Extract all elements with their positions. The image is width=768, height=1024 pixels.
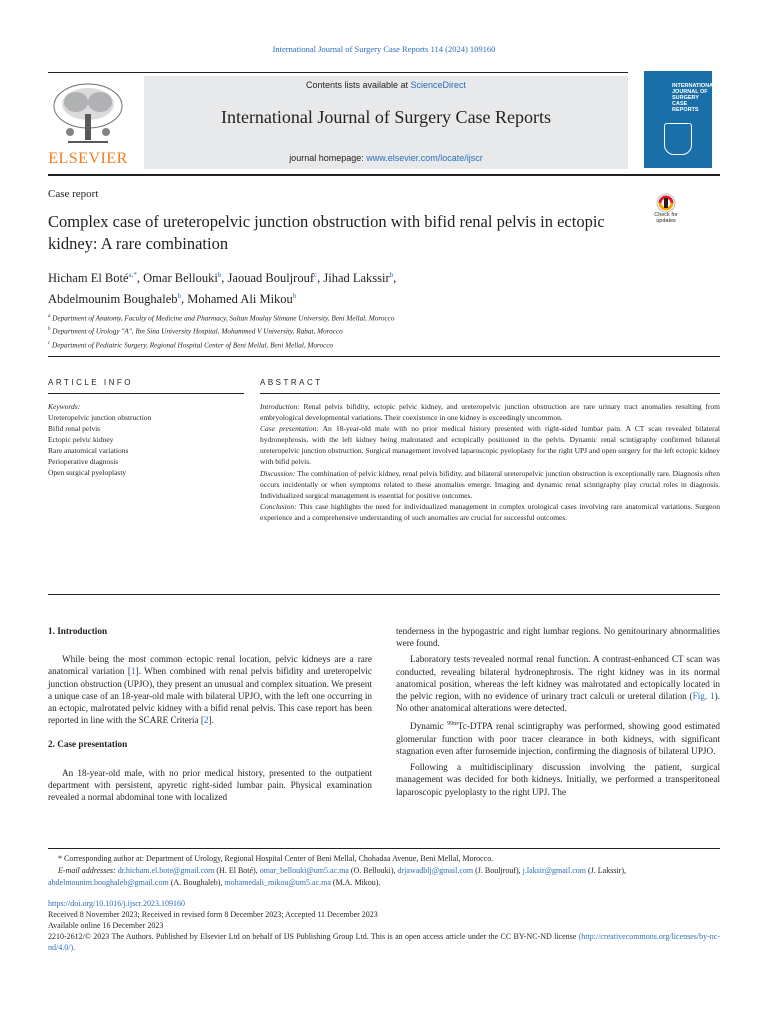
email-addresses: E-mail addresses: dr.hicham.el.bote@gmail.com (H. El Boté), omar_bellouki@um5.ac.ma (O. Bellouki), drjawadblj@gmail.com (J. Bouljrouf), j.laksir@gmail.com (J. Lakssir), abdelmounim.boughaleb@gmail.com (A. Boughaleb), mohamedali_mikou@um5.ac.ma (M.A. Mikou). <box>48 866 627 887</box>
cover-title: INTERNATIONAL JOURNAL OF SURGERY CASE REPORTS <box>672 83 717 113</box>
homepage-link[interactable]: www.elsevier.com/locate/ijscr <box>366 153 483 163</box>
homepage-prefix: journal homepage: <box>289 153 367 163</box>
email-link[interactable]: mohamedali_mikou@um5.ac.ma <box>224 878 331 887</box>
email-link[interactable]: j.laksir@gmail.com <box>522 866 587 875</box>
journal-name: International Journal of Surgery Case Reports <box>220 107 552 127</box>
keyword-item: Ectopic pelvic kidney <box>48 435 114 444</box>
article-type: Case report <box>48 188 99 200</box>
journal-cover-thumbnail[interactable] <box>644 71 717 168</box>
abstract-heading: ABSTRACT <box>260 378 323 387</box>
author-name[interactable]: Mohamed Ali Mikou <box>187 292 293 307</box>
available-online: Available online 16 December 2023 <box>48 921 164 930</box>
author-list: Hicham El Boté$^{a,*}$, Omar Bellouki$^b$, Jaouad Bouljrouf$^c$, Jihad Lakssir$^b$, Abdelmounim Boughaleb$^b$, Mohamed Ali Mikou$^b$ <box>48 271 397 307</box>
author-affil-mark[interactable]: b <box>217 271 222 279</box>
homepage-line <box>144 153 628 163</box>
affiliation-item: $^c$ Department of Pediatric Surgery, Regional Hospital Center of Beni Mellal, Beni Mellal, Morocco <box>48 340 334 350</box>
abstract-body <box>260 401 720 523</box>
body-paragraph: tenderness in the hypogastric and right lumbar regions. No genitourinary abnormalities were found. <box>396 626 720 649</box>
body-column-right <box>396 625 720 798</box>
divider <box>48 393 244 394</box>
contents-line <box>144 80 628 90</box>
email-link[interactable]: drjawadblj@gmail.com <box>397 866 474 875</box>
case-paragraph: An 18-year-old male, with no prior medical history, presented to the outpatient department with persistent, apyretic right-sided lumbar pain. Physical examination revealed a normal abdominal tone with localized <box>48 767 372 803</box>
cover-emblem-icon <box>664 123 692 155</box>
contents-prefix: Contents lists available at <box>305 80 411 90</box>
author-name[interactable]: Jaouad Bouljrouf <box>227 271 314 286</box>
check-for-updates-label: Check for updates <box>654 212 678 224</box>
affiliation-item: $^b$ Department of Urology "A", Ibn Sina University Hospital, Mohammed V University, Rabat, Morocco <box>48 327 343 336</box>
author-name[interactable]: Hicham El Boté <box>48 271 129 286</box>
abstract-conclusion: Conclusion: This case highlights the need for individualized management in complex urological cases involving rare anatomical variations. Surgeon experience and a comprehensive understanding of such anomalies are crucial for successful outcomes. <box>260 501 720 522</box>
corresponding-author-note: * Corresponding author at: Department of Urology, Regional Hospital Center of Beni Mellal, Chohadaa Avenue, Beni Mellal, Morocco. <box>58 854 494 863</box>
email-link[interactable]: abdelmounim.boughaleb@gmail.com <box>48 878 169 887</box>
intro-paragraph: While being the most common ectopic renal location, pelvic kidneys are a rare anatomical variation [1]. When combined with renal pelvis bifidity and ureteropelvic junction obstruction (UPJO), they present an unusual and complex situation. We present a unique case of an 18-year-old male with bilateral UPJO, with the left one occurring in an ectopic, malrotated pelvic kidney with a bifid renal pelvis. This case report has been reported in line with the SCARE Criteria [2]. <box>48 654 372 726</box>
body-paragraph: Dynamic $^{99m}$Tc-DTPA renal scintigraphy was performed, showing good estimated glomerular function with poor tracer clearance in both kidneys, with significant stagnation even after furosemide injection, confirming the diagnosis of bilateral UPJO. <box>396 721 720 756</box>
article-info-heading: ARTICLE INFO <box>48 378 133 387</box>
doi-link[interactable]: https://doi.org/10.1016/j.ijscr.2023.109160 <box>48 899 185 908</box>
section-heading-introduction: 1. Introduction <box>48 626 108 636</box>
divider <box>260 393 720 394</box>
keyword-item: Rare anatomical variations <box>48 446 129 455</box>
article-title: Complex case of ureteropelvic junction obstruction with bifid renal pelvis in ectopic kidney: A rare combination <box>48 212 605 253</box>
keywords-label: Keywords: <box>48 402 81 411</box>
journal-reference[interactable]: International Journal of Surgery Case Reports 114 (2024) 109160 <box>272 44 496 54</box>
abstract-case-presentation: Case presentation: An 18-year-old male with no prior medical history presented with right-sided lumbar pain. A CT scan revealed bilateral hydronephrosis, with the left kidney being malrotated and ectopically positioned in the pelvis. Dynamic renal scintigraphy confirmed bilateral ureteropelvic junction obstruction. Surgical management involved laparoscopic pyeloplasty for the right UPJ and open surgery for the left ectopic kidney with bifid pelvis. <box>260 424 720 467</box>
divider <box>48 594 720 595</box>
keyword-item: Bifid renal pelvis <box>48 424 101 433</box>
divider <box>48 356 720 357</box>
body-paragraph: Laboratory tests revealed normal renal function. A contrast-enhanced CT scan was conducted, revealing bilateral hydronephrosis. The right kidney was in its normal anatomical position, whereas the left kidney was malrotated and ectopically located in the pelvic region, with no evidence of urinary tract calculi or ureteral dilation (Fig. 1). No other anatomical alterations were detected. <box>396 654 720 714</box>
email-link[interactable]: dr.hicham.el.bote@gmail.com <box>117 866 215 875</box>
figure-link[interactable]: Fig. 1 <box>692 691 715 702</box>
keyword-item: Perioperative diagnosis <box>48 457 119 466</box>
author-affil-mark[interactable]: b <box>177 292 181 301</box>
reference-link[interactable]: 1 <box>130 666 136 677</box>
footnote-rule <box>48 848 720 849</box>
author-name[interactable]: Omar Bellouki <box>143 271 218 286</box>
author-affil-mark[interactable]: b <box>389 271 394 279</box>
author-affil-mark[interactable]: a,* <box>128 271 137 279</box>
abstract-introduction: Introduction: Renal pelvis bifidity, ectopic pelvic kidney, and ureteropelvic junction obstruction are rare urinary tract anomalies resulting from embryological developmental variations. Their coexistence in one kidney is exceedingly uncommon. <box>260 402 720 423</box>
reference-link[interactable]: 2 <box>203 715 209 726</box>
author-affil-mark[interactable]: b <box>292 292 297 301</box>
body-column-left <box>48 625 372 803</box>
author-affil-mark[interactable]: c <box>314 271 318 279</box>
footnotes <box>48 853 720 889</box>
email-link[interactable]: omar_bellouki@um5.ac.ma <box>259 866 349 875</box>
body-paragraph: Following a multidisciplinary discussion involving the patient, surgical management was decided for both kidneys. Initially, we performed a transperitoneal laparoscopic pyeloplasty to the right UPJ. The <box>396 762 720 797</box>
author-name[interactable]: Jihad Lakssir <box>323 271 390 286</box>
affiliation-item: $^a$ Department of Anatomy, Faculty of Medicine and Pharmacy, Sultan Moulay Slimane University, Beni Mellal, Morocco <box>48 314 395 323</box>
header-bottom-rule <box>48 174 720 176</box>
license-link[interactable]: (http://creativecommons.org/licenses/by-nc-nd/4.0/). <box>48 932 721 952</box>
abstract-discussion: Discussion: The combination of pelvic kidney, renal pelvis bifidity, and bilateral ureteropelvic junction obstruction is exceptionally rare. Diagnosis often occurs incidentally or when symptoms related to these anomalies emerge. Imaging and dynamic renal scintigraphy play crucial roles in diagnosis. Individualized surgical management is essential for positive outcomes. <box>260 468 720 500</box>
license-text: 2210-2612/© 2023 The Authors. Published by Elsevier Ltd on behalf of IJS Publishing Group Ltd. This is an open access article under the CC BY-NC-ND license (http://creativecommons.org/licenses/by-nc-nd/4.0/). <box>48 932 721 952</box>
received-dates: Received 8 November 2023; Received in revised form 8 December 2023; Accepted 11 December 2023 <box>48 910 378 919</box>
author-name[interactable]: Abdelmounim Boughaleb <box>48 292 178 307</box>
affiliations <box>48 311 648 351</box>
keywords-block <box>48 401 244 478</box>
article-meta <box>48 898 720 953</box>
sciencedirect-link[interactable]: ScienceDirect <box>410 80 467 90</box>
header-top-rule <box>48 72 628 73</box>
keyword-item: Ureteropelvic junction obstruction <box>48 413 152 422</box>
section-heading-case-presentation: 2. Case presentation <box>48 739 128 750</box>
keyword-item: Open surgical pyeloplasty <box>48 468 127 477</box>
publisher-wordmark: ELSEVIER <box>48 150 128 167</box>
